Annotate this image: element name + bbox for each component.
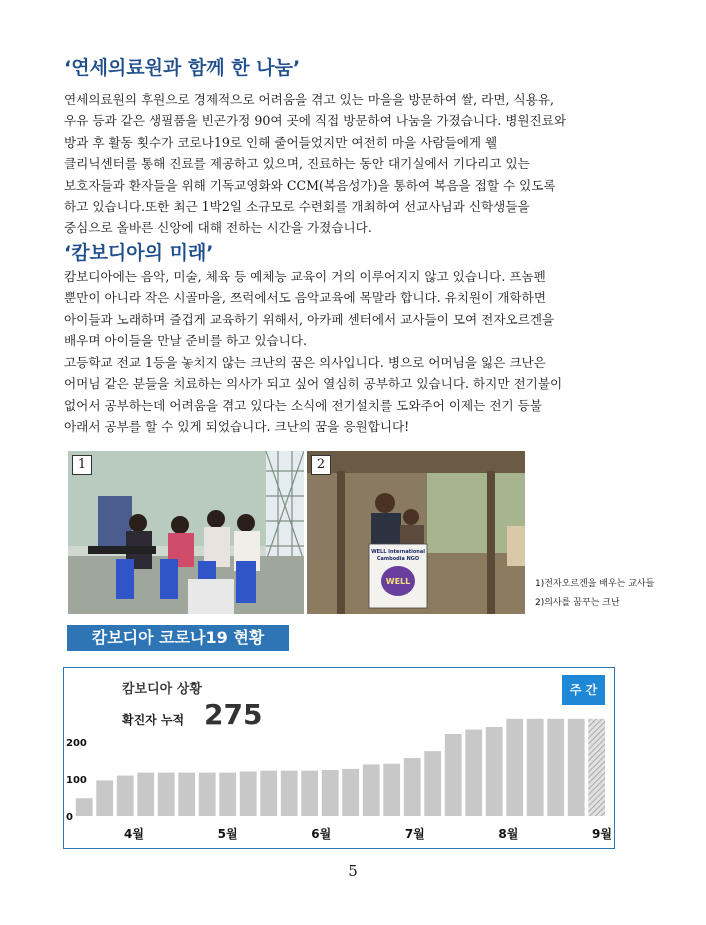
y-tick-label: 0	[66, 812, 73, 823]
bar-week	[363, 764, 380, 816]
bar-week	[465, 730, 482, 816]
section-heading-future: ‘캄보디아의 미래’	[64, 242, 214, 264]
photo-knan-illustration	[307, 451, 525, 614]
photo-number-label: 2	[311, 455, 331, 475]
bar-week	[506, 719, 523, 816]
section-heading-yonsei: ‘연세의료원과 함께 한 나눔’	[64, 57, 301, 79]
banner-text-line2: Cambodia NGO	[376, 556, 420, 562]
text-line: 클리닉센터를 통해 진료를 제공하고 있으며, 진료하는 동안 대기실에서 기다리고 있는	[64, 156, 530, 172]
text-line: 없어서 공부하는데 어려움을 겪고 있다는 소식에 전기설치를 도와주어 이제는 전기 등불	[64, 397, 542, 413]
covid-bar-chart	[64, 668, 614, 848]
text-line: 어머님 같은 분들을 치료하는 의사가 되고 싶어 열심히 공부하고 있습니다. 하지만 전기불이	[64, 376, 563, 392]
bar-week	[547, 719, 564, 816]
bar-week	[158, 773, 175, 816]
photo-number-label: 1	[72, 455, 92, 475]
photo-knan	[307, 451, 525, 614]
bar-week	[301, 771, 318, 816]
banner-text-line1: WELL International	[371, 549, 425, 555]
chart-title: 캄보디아 상황	[122, 682, 202, 697]
bar-week	[404, 758, 421, 816]
bar-week	[281, 771, 298, 816]
x-month-label: 5월	[217, 827, 238, 841]
bar-week	[96, 780, 113, 816]
x-month-label: 6월	[311, 827, 332, 841]
x-month-label: 9월	[592, 827, 612, 841]
bar-week	[137, 773, 154, 816]
text-line: 방과 후 활동 횟수가 코로나19로 인해 줄어들었지만 여전히 마을 사람들에게 웰	[64, 134, 498, 150]
text-line: 하고 있습니다.또한 최근 1박2일 소규모로 수련회를 개최하여 선교사님과 신학생들을	[64, 199, 530, 215]
cumulative-cases-label: 확진자 누적	[122, 713, 185, 727]
bar-current-week	[588, 719, 605, 816]
x-month-label: 8월	[498, 827, 519, 841]
section-paragraph-knan	[64, 352, 640, 438]
text-line: 아이들과 노래하며 즐겁게 교육하기 위해서, 아카페 센터에서 교사들이 모여 전자오르겐을	[64, 311, 555, 327]
bar-week	[76, 798, 93, 816]
bar-week	[486, 727, 503, 816]
x-month-label: 7월	[404, 827, 425, 841]
bar-week	[219, 773, 236, 816]
photo-caption-2: 2)의사를 꿈꾸는 크난	[535, 598, 620, 608]
bar-week	[383, 764, 400, 816]
photo-teachers-illustration	[68, 451, 304, 614]
bar-week	[568, 719, 585, 816]
y-tick-label: 100	[66, 774, 87, 786]
text-line: 연세의료원의 후원으로 경제적으로 어려움을 겪고 있는 마을을 방문하여 쌀, 라면, 식용유,	[64, 92, 555, 107]
bar-week	[445, 734, 462, 816]
text-line: 보호자들과 환자들을 위해 기독교영화와 CCM(복음성가)을 통하여 복음을 접할 수 있도록	[64, 177, 556, 193]
text-line: 배우며 아이들을 만날 준비를 하고 있습니다.	[64, 333, 307, 349]
section-paragraph-yonsei	[64, 89, 640, 239]
bar-week	[199, 773, 216, 816]
banner-logo: WELL	[385, 577, 411, 586]
x-month-label: 4월	[124, 827, 144, 841]
text-line: 고등학교 전교 1등을 놓치지 않는 크난의 꿈은 의사입니다. 병으로 어머님을 잃은 크난은	[64, 355, 546, 370]
section-paragraph-music	[64, 266, 640, 352]
text-line: 뿐만이 아니라 작은 시골마을, 쯔럭에서도 음악교육에 목말라 합니다. 유치원이 개학하면	[64, 290, 546, 306]
bar-week	[342, 769, 359, 816]
bar-week	[424, 751, 441, 816]
bar-week	[178, 773, 195, 816]
covid-section-title: 캄보디아 코로나19 현황	[67, 625, 289, 651]
page-number: 5	[348, 862, 358, 880]
bar-week	[240, 772, 257, 817]
text-line: 아래서 공부를 할 수 있게 되었습니다. 크난의 꿈을 응원합니다!	[64, 419, 410, 435]
bar-week	[260, 771, 277, 816]
bar-week	[322, 770, 339, 816]
text-line: 우유 등과 같은 생필품을 빈곤가정 90여 곳에 직접 방문하여 나눔을 가졌습니다. 병원진료와	[64, 113, 567, 129]
bar-week	[117, 776, 134, 816]
bar-week	[527, 719, 544, 816]
photo-teachers-keyboard	[68, 451, 304, 614]
cumulative-cases-value: 275	[204, 698, 263, 731]
photo-caption-1: 1)전자오르겐을 배우는 교사들	[535, 579, 655, 589]
y-tick-label: 200	[66, 737, 87, 749]
text-line: 캄보디아에는 음악, 미술, 체육 등 예체능 교육이 거의 이루어지지 않고 있습니다. 프놈펜	[64, 269, 546, 284]
text-line: 중심으로 올바른 신앙에 대해 전하는 시간을 가졌습니다.	[64, 220, 372, 236]
covid-chart-panel	[63, 667, 615, 849]
weekly-toggle-button[interactable]: 주 간	[562, 675, 605, 705]
